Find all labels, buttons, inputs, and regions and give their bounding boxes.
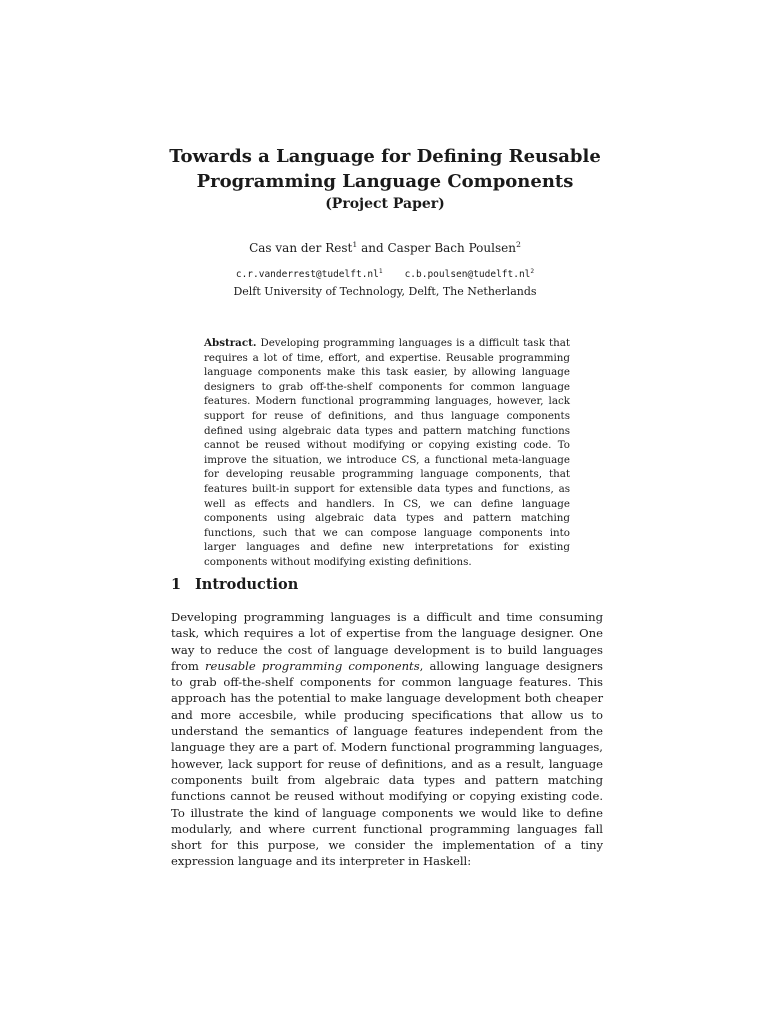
abstract bbox=[204, 336, 570, 570]
author-line bbox=[0, 240, 770, 256]
email-2-mark: 2 bbox=[530, 267, 535, 275]
paper-subtitle: (Project Paper) bbox=[325, 196, 445, 212]
paper-title bbox=[0, 144, 770, 194]
section-title: Introduction bbox=[195, 576, 299, 593]
author-separator: and bbox=[357, 241, 388, 255]
title-line-2: Programming Language Components bbox=[196, 171, 574, 192]
title-line-1: Towards a Language for Defining Reusable bbox=[169, 146, 601, 167]
email-1[interactable]: c.r.vanderrest@tudelft.nl bbox=[235, 269, 379, 280]
author-1: Cas van der Rest bbox=[249, 241, 353, 255]
intro-text-part-1: Developing programming languages is a difficult and time consuming task, which requires a lot of expertise from the language designer. One way to reduce the cost of language development is to build languages from bbox=[171, 610, 603, 673]
email-2[interactable]: c.b.poulsen@tudelft.nl bbox=[404, 269, 531, 280]
intro-emphasis: reusable programming components bbox=[204, 658, 420, 673]
email-1-mark: 1 bbox=[378, 267, 383, 275]
abstract-label: Abstract. bbox=[204, 337, 257, 349]
section-number: 1 bbox=[171, 576, 182, 593]
author-2-affiliation-mark: 2 bbox=[515, 240, 521, 249]
abstract-text: Developing programming languages is a difficult task that requires a lot of time, effort, and expertise. Reusable programming language components make this task easier, by allowing language designers to grab off-the-shelf components for common language features. Modern functional programming languages, however, lack support for reuse of definitions, and thus language components defined using algebraic data types and pattern matching functions cannot be reused without modifying or copying existing code. To improve the situation, we introduce CS, a functional meta-language for developing reusable programming language components, that features built-in support for extensible data types and functions, as well as effects and handlers. In CS, we can define language components using algebraic data types and pattern matching functions, such that we can compose language components into larger languages and define new interpretations for existing components without modifying existing definitions. bbox=[204, 337, 570, 568]
introduction-paragraph bbox=[171, 609, 603, 870]
intro-text-part-2: , allowing language designers to grab off-the-shelf components for common language features. This approach has the potential to make language development both cheaper and more accesbile, while producing specifications that allow us to understand the semantics of language features independent from the language they are a part of. Modern functional programming languages, however, lack support for reuse of definitions, and as a result, language components built from algebraic data types and pattern matching functions cannot be reused without modifying or copying existing code. To illustrate the kind of language components we would like to define modularly, and where current functional programming languages fall short for this purpose, we consider the implementation of a tiny expression language and its interpreter in Haskell: bbox=[171, 658, 603, 869]
section-heading-introduction bbox=[171, 575, 298, 595]
affiliation: Delft University of Technology, Delft, The Netherlands bbox=[233, 285, 537, 298]
author-2: Casper Bach Poulsen bbox=[387, 241, 516, 255]
email-line bbox=[0, 268, 770, 282]
author-1-affiliation-mark: 1 bbox=[352, 240, 358, 249]
